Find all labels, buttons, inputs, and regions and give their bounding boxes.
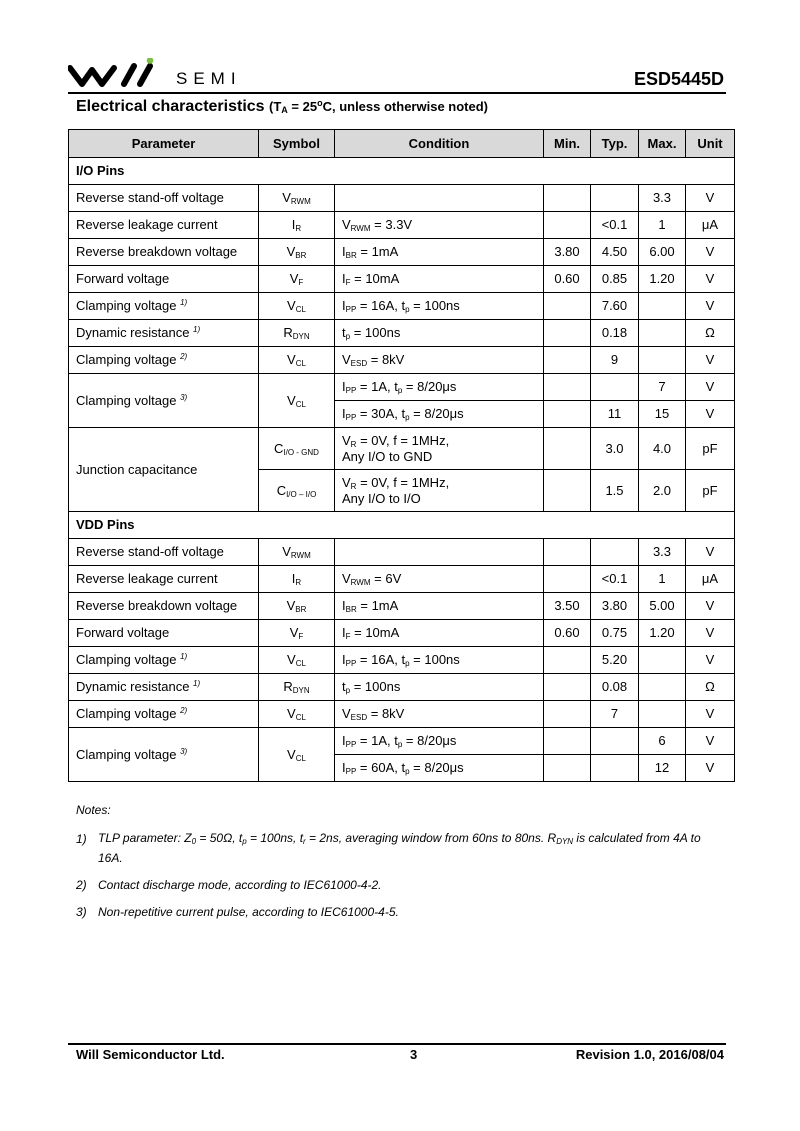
min-cell bbox=[544, 185, 591, 212]
unit-cell: V bbox=[686, 620, 735, 647]
unit-cell: V bbox=[686, 701, 735, 728]
max-cell: 7 bbox=[639, 374, 686, 401]
symbol-cell: $V_{BR}$ bbox=[259, 593, 335, 620]
condition-cell: $V_{ESD} = 8kV$ bbox=[335, 347, 544, 374]
typ-cell: <0.1 bbox=[591, 212, 639, 239]
typ-cell: 4.50 bbox=[591, 239, 639, 266]
symbol-cell: $V_{CL}$ bbox=[259, 374, 335, 428]
table-row bbox=[69, 293, 735, 320]
symbol-cell: $V_{CL}$ bbox=[259, 293, 335, 320]
header-condition: Condition bbox=[335, 130, 544, 158]
header-max: Max. bbox=[639, 130, 686, 158]
table-row bbox=[69, 347, 735, 374]
typ-cell: 5.20 bbox=[591, 647, 639, 674]
typ-cell: 7 bbox=[591, 701, 639, 728]
min-cell bbox=[544, 728, 591, 755]
typ-cell: 7.60 bbox=[591, 293, 639, 320]
param-cell: Reverse breakdown voltage bbox=[69, 239, 259, 266]
group-row-io bbox=[69, 158, 735, 185]
condition-cell: $I_{PP} = 1A$, $t_p = 8/20\mu s$ bbox=[335, 728, 544, 755]
table-row bbox=[69, 185, 735, 212]
condition-cell: $I_F = 10mA$ bbox=[335, 266, 544, 293]
condition-cell: $V_{RWM} = 6V$ bbox=[335, 566, 544, 593]
table-row bbox=[69, 620, 735, 647]
note-1-text: TLP parameter: $Z_0 = 50\Omega$, $t_p = 100ns$, $t_r = 2ns$, averaging window from 60ns to 80ns. $R_{DYN}$ is calculated from 4A to 16A. bbox=[98, 831, 701, 865]
unit-cell: pF bbox=[686, 428, 735, 470]
header-symbol: Symbol bbox=[259, 130, 335, 158]
table-row bbox=[69, 212, 735, 239]
unit-cell: μA bbox=[686, 566, 735, 593]
condition-cell: $I_{PP} = 16A$, $t_p = 100ns$ bbox=[335, 293, 544, 320]
min-cell bbox=[544, 401, 591, 428]
max-cell: 12 bbox=[639, 755, 686, 782]
symbol-cell: $R_{DYN}$ bbox=[259, 674, 335, 701]
min-cell bbox=[544, 701, 591, 728]
footer-rule bbox=[68, 1043, 726, 1045]
param-cell: Dynamic resistance $^{1)}$ bbox=[69, 674, 259, 701]
condition-cell: $t_p = 100ns$ bbox=[335, 320, 544, 347]
part-number: ESD5445D bbox=[633, 69, 724, 89]
table-row bbox=[69, 674, 735, 701]
symbol-cell: $V_{CL}$ bbox=[259, 347, 335, 374]
condition-cell: $I_{BR} = 1mA$ bbox=[335, 593, 544, 620]
symbol-cell: $V_{RWM}$ bbox=[259, 185, 335, 212]
title-main: Electrical characteristics bbox=[76, 98, 265, 115]
table-row bbox=[69, 593, 735, 620]
max-cell: 6 bbox=[639, 728, 686, 755]
min-cell bbox=[544, 566, 591, 593]
min-cell bbox=[544, 470, 591, 512]
min-cell: 3.50 bbox=[544, 593, 591, 620]
min-cell bbox=[544, 674, 591, 701]
note-2-number: 2) bbox=[76, 878, 87, 892]
table-row bbox=[69, 566, 735, 593]
max-cell bbox=[639, 701, 686, 728]
symbol-cell: $V_{CL}$ bbox=[259, 728, 335, 782]
footer-company: Will Semiconductor Ltd. bbox=[76, 1047, 225, 1062]
condition-cell: $V_{ESD} = 8kV$ bbox=[335, 701, 544, 728]
group-label: I/O Pins bbox=[69, 158, 735, 185]
table-row bbox=[69, 428, 735, 470]
max-cell: 6.00 bbox=[639, 239, 686, 266]
unit-cell: Ω bbox=[686, 674, 735, 701]
param-cell: Clamping voltage $^{2)}$ bbox=[69, 701, 259, 728]
min-cell bbox=[544, 212, 591, 239]
typ-cell: 0.08 bbox=[591, 674, 639, 701]
param-cell: Clamping voltage $^{3)}$ bbox=[69, 728, 259, 782]
max-cell bbox=[639, 647, 686, 674]
typ-cell: 3.80 bbox=[591, 593, 639, 620]
min-cell bbox=[544, 755, 591, 782]
param-cell: Reverse breakdown voltage bbox=[69, 593, 259, 620]
param-cell: Clamping voltage $^{1)}$ bbox=[69, 293, 259, 320]
max-cell: 1.20 bbox=[639, 266, 686, 293]
min-cell bbox=[544, 347, 591, 374]
unit-cell: Ω bbox=[686, 320, 735, 347]
symbol-cell: $V_F$ bbox=[259, 620, 335, 647]
table-row bbox=[69, 374, 735, 401]
symbol-cell: $C_{I/O - GND}$ bbox=[259, 428, 335, 470]
unit-cell: V bbox=[686, 374, 735, 401]
unit-cell: V bbox=[686, 647, 735, 674]
typ-cell bbox=[591, 374, 639, 401]
max-cell: 4.0 bbox=[639, 428, 686, 470]
condition-cell: $I_{PP} = 60A$, $t_p = 8/20\mu s$ bbox=[335, 755, 544, 782]
typ-cell bbox=[591, 185, 639, 212]
min-cell bbox=[544, 374, 591, 401]
max-cell: 5.00 bbox=[639, 593, 686, 620]
param-cell: Reverse stand-off voltage bbox=[69, 185, 259, 212]
table-header-row bbox=[69, 130, 735, 158]
condition-cell: $I_{BR} = 1mA$ bbox=[335, 239, 544, 266]
param-cell: Reverse leakage current bbox=[69, 566, 259, 593]
footer-revision: Revision 1.0, 2016/08/04 bbox=[575, 1047, 724, 1062]
param-cell: Clamping voltage $^{3)}$ bbox=[69, 374, 259, 428]
param-cell: Clamping voltage $^{2)}$ bbox=[69, 347, 259, 374]
condition-cell: $I_{PP} = 30A$, $t_p = 8/20\mu s$ bbox=[335, 401, 544, 428]
note-3-number: 3) bbox=[76, 905, 87, 919]
unit-cell: V bbox=[686, 293, 735, 320]
min-cell bbox=[544, 293, 591, 320]
unit-cell: V bbox=[686, 755, 735, 782]
condition-cell: $I_{PP} = 16A$, $t_p = 100ns$ bbox=[335, 647, 544, 674]
min-cell bbox=[544, 428, 591, 470]
symbol-cell: $C_{I/O - I/O}$ bbox=[259, 470, 335, 512]
symbol-cell: $V_{CL}$ bbox=[259, 647, 335, 674]
unit-cell: V bbox=[686, 239, 735, 266]
param-cell: Reverse leakage current bbox=[69, 212, 259, 239]
notes-title: Notes: bbox=[76, 803, 111, 817]
min-cell: 3.80 bbox=[544, 239, 591, 266]
note-1-number: 1) bbox=[76, 832, 87, 846]
max-cell: 1.20 bbox=[639, 620, 686, 647]
note-3-text: Non-repetitive current pulse, according to IEC61000-4-5. bbox=[98, 905, 399, 919]
header-parameter: Parameter bbox=[69, 130, 259, 158]
max-cell bbox=[639, 347, 686, 374]
title-condition: ($T_A = 25^oC$, unless otherwise noted) bbox=[269, 98, 488, 115]
logo-semi-text: SEMI bbox=[176, 69, 242, 88]
param-cell: Dynamic resistance $^{1)}$ bbox=[69, 320, 259, 347]
header-rule bbox=[68, 92, 726, 94]
typ-cell: 1.5 bbox=[591, 470, 639, 512]
max-cell: 15 bbox=[639, 401, 686, 428]
typ-cell: 3.0 bbox=[591, 428, 639, 470]
symbol-cell: $I_R$ bbox=[259, 566, 335, 593]
electrical-characteristics-table bbox=[68, 129, 735, 782]
condition-cell bbox=[335, 539, 544, 566]
max-cell: 3.3 bbox=[639, 185, 686, 212]
typ-cell bbox=[591, 755, 639, 782]
symbol-cell: $R_{DYN}$ bbox=[259, 320, 335, 347]
symbol-cell: $V_{CL}$ bbox=[259, 701, 335, 728]
max-cell bbox=[639, 674, 686, 701]
condition-cell: $V_R = 0V$, f = 1MHz, Any I/O to I/O bbox=[335, 470, 544, 512]
param-cell: Clamping voltage $^{1)}$ bbox=[69, 647, 259, 674]
unit-cell: V bbox=[686, 266, 735, 293]
header-unit: Unit bbox=[686, 130, 735, 158]
table-row bbox=[69, 539, 735, 566]
param-cell: Forward voltage bbox=[69, 266, 259, 293]
param-cell: Junction capacitance bbox=[69, 428, 259, 512]
typ-cell: 0.75 bbox=[591, 620, 639, 647]
unit-cell: μA bbox=[686, 212, 735, 239]
param-cell: Forward voltage bbox=[69, 620, 259, 647]
min-cell bbox=[544, 647, 591, 674]
unit-cell: V bbox=[686, 401, 735, 428]
condition-cell: $I_{PP} = 1A$, $t_p = 8/20\mu s$ bbox=[335, 374, 544, 401]
max-cell: 3.3 bbox=[639, 539, 686, 566]
min-cell: 0.60 bbox=[544, 266, 591, 293]
condition-cell: $I_F = 10mA$ bbox=[335, 620, 544, 647]
symbol-cell: $V_{BR}$ bbox=[259, 239, 335, 266]
max-cell: 1 bbox=[639, 566, 686, 593]
typ-cell bbox=[591, 728, 639, 755]
unit-cell: V bbox=[686, 539, 735, 566]
typ-cell: 11 bbox=[591, 401, 639, 428]
max-cell bbox=[639, 293, 686, 320]
table-row bbox=[69, 647, 735, 674]
table-row bbox=[69, 320, 735, 347]
max-cell bbox=[639, 320, 686, 347]
header-typ: Typ. bbox=[591, 130, 639, 158]
typ-cell bbox=[591, 539, 639, 566]
unit-cell: V bbox=[686, 593, 735, 620]
typ-cell: 9 bbox=[591, 347, 639, 374]
max-cell: 2.0 bbox=[639, 470, 686, 512]
min-cell: 0.60 bbox=[544, 620, 591, 647]
unit-cell: V bbox=[686, 347, 735, 374]
condition-cell: $t_p = 100ns$ bbox=[335, 674, 544, 701]
note-2-text: Contact discharge mode, according to IEC61000-4-2. bbox=[98, 878, 382, 892]
unit-cell: V bbox=[686, 185, 735, 212]
table-row bbox=[69, 266, 735, 293]
min-cell bbox=[544, 539, 591, 566]
symbol-cell: $V_F$ bbox=[259, 266, 335, 293]
group-label: VDD Pins bbox=[69, 512, 735, 539]
min-cell bbox=[544, 320, 591, 347]
typ-cell: <0.1 bbox=[591, 566, 639, 593]
symbol-cell: $I_R$ bbox=[259, 212, 335, 239]
section-title bbox=[76, 98, 488, 116]
condition-cell: $V_{RWM} = 3.3V$ bbox=[335, 212, 544, 239]
table-row bbox=[69, 239, 735, 266]
unit-cell: V bbox=[686, 728, 735, 755]
max-cell: 1 bbox=[639, 212, 686, 239]
group-row-vdd bbox=[69, 512, 735, 539]
condition-cell bbox=[335, 185, 544, 212]
table-row bbox=[69, 701, 735, 728]
condition-cell: $V_R = 0V$, f = 1MHz, Any I/O to GND bbox=[335, 428, 544, 470]
param-cell: Reverse stand-off voltage bbox=[69, 539, 259, 566]
header-min: Min. bbox=[544, 130, 591, 158]
typ-cell: 0.85 bbox=[591, 266, 639, 293]
unit-cell: pF bbox=[686, 470, 735, 512]
typ-cell: 0.18 bbox=[591, 320, 639, 347]
page-number: 3 bbox=[410, 1047, 418, 1062]
symbol-cell: $V_{RWM}$ bbox=[259, 539, 335, 566]
table-row bbox=[69, 728, 735, 755]
